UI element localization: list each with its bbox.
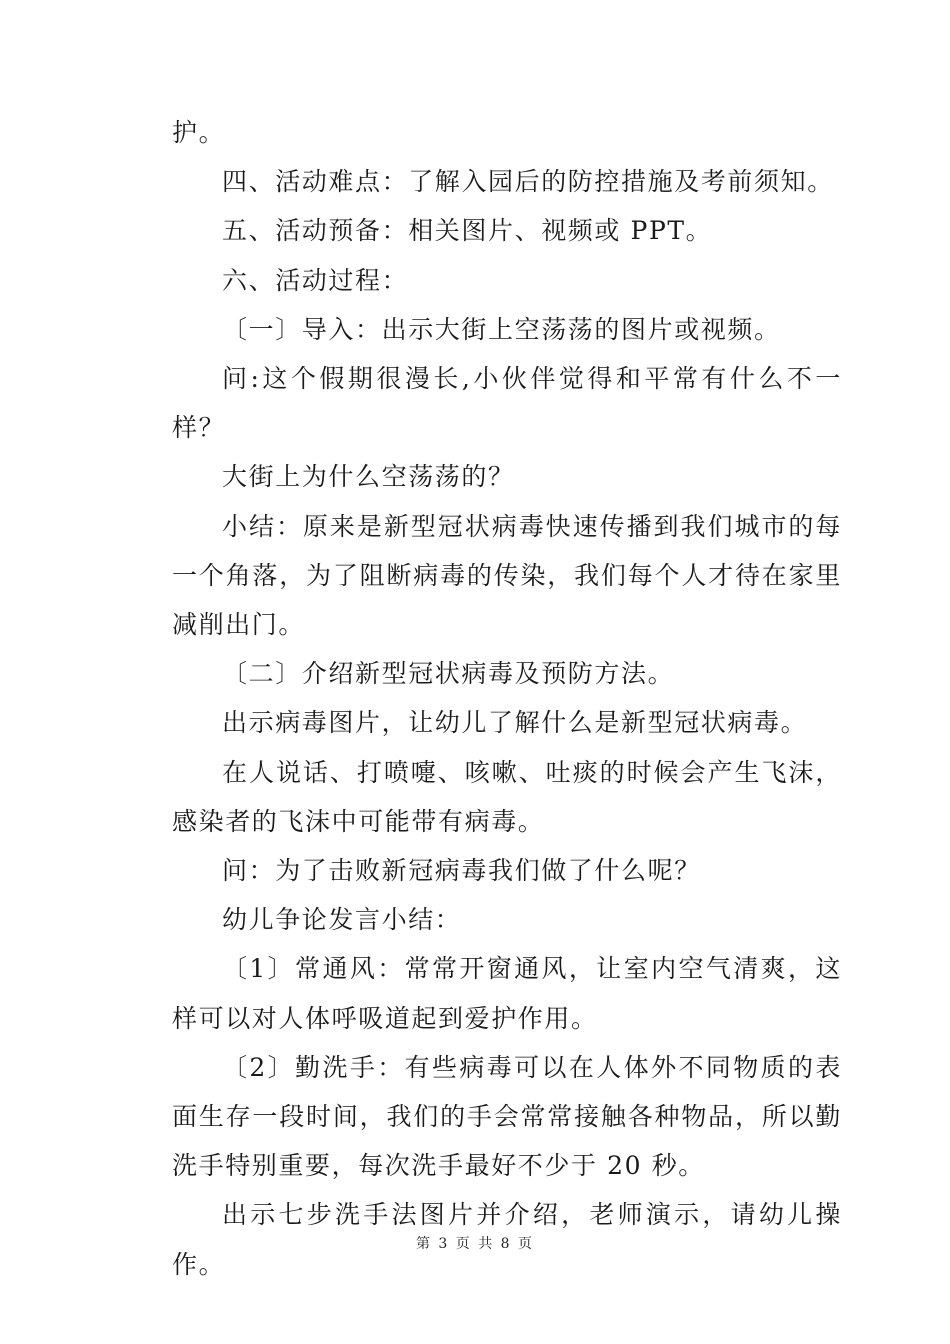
paragraph: 护。	[172, 118, 226, 147]
paragraph: 问：为了击败新冠病毒我们做了什么呢？	[222, 856, 701, 886]
paragraph: 五、活动预备：相关图片、视频或 PPT。	[222, 216, 713, 246]
paragraph: 〔2〕勤洗手：有些病毒可以在人体外不同物质的表面生存一段时间，我们的手会常常接触各种物品，所以勤洗手特别重要，每次洗手最好不少于 20 秒。	[172, 1052, 842, 1181]
paragraph: 幼儿争论发言小结：	[222, 905, 462, 935]
document-body	[172, 108, 842, 1289]
paragraph: 大街上为什么空荡荡的？	[222, 462, 515, 492]
paragraph: 〔二〕介绍新型冠状病毒及预防方法。	[222, 659, 675, 689]
paragraph: 出示七步洗手法图片并介绍，老师演示，请幼儿操作。	[172, 1200, 842, 1279]
paragraph: 小结：原来是新型冠状病毒快速传播到我们城市的每一个角落，为了阻断病毒的传染，我们每个人才待在家里减削出门。	[172, 511, 842, 640]
paragraph: 〔1〕常通风：常常开窗通风，让室内空气清爽，这样可以对人体呼吸道起到爱护作用。	[172, 954, 842, 1033]
paragraph: 在人说话、打喷嚏、咳嗽、吐痰的时候会产生飞沫，感染者的飞沫中可能带有病毒。	[172, 757, 842, 836]
paragraph: 六、活动过程：	[222, 265, 409, 295]
paragraph: 四、活动难点：了解入园后的防控措施及考前须知。	[222, 167, 834, 197]
paragraph: 出示病毒图片，让幼儿了解什么是新型冠状病毒。	[222, 708, 808, 738]
paragraph: 〔一〕导入：出示大街上空荡荡的图片或视频。	[222, 314, 781, 344]
paragraph: 问:这个假期很漫长,小伙伴觉得和平常有什么不一样？	[172, 364, 842, 443]
page-footer: 第 3 页 共 8 页	[415, 1236, 535, 1252]
